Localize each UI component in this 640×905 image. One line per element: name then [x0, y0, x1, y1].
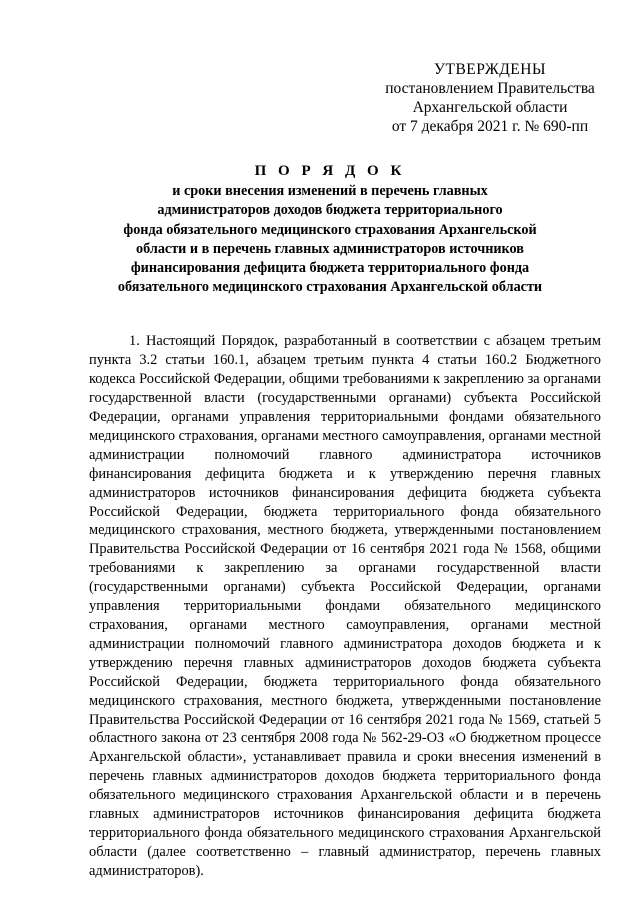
title-subline: администраторов доходов бюджета территориального — [157, 202, 503, 219]
approval-line: постановлением Правительства — [385, 80, 595, 97]
approval-date-line: от 7 декабря 2021 г. № 690-пп — [391, 118, 589, 135]
title-subline: обязательного медицинского страхования Архангельской области — [117, 279, 543, 296]
title-subline: фонда обязательного медицинского страхования Архангельской — [123, 221, 537, 238]
title-subline: и сроки внесения изменений в перечень главных — [172, 183, 488, 200]
document-title-block — [80, 162, 580, 297]
document-title: П О Р Я Д О К — [254, 163, 406, 179]
approval-heading: УТВЕРЖДЕНЫ — [434, 61, 546, 78]
body-paragraph-1: 1. Настоящий Порядок, разработанный в соответствии с абзацем третьим пункта 3.2 статьи 160.1, абзацем третьим пункта 4 статьи 160.2 Бюджетного кодекса Российской Федерации, общими требованиями к закреплению за органами государственной власти (государственными органами) субъекта Российской Федерации, органами управления территориальными фондами обязательного медицинского страхования, органами местного самоуправления, органами местной администрации полномочий главного администратора источников финансирования дефицита бюджета и к утверждению перечня главных администраторов источников финансирования дефицита бюджета субъекта Российской Федерации, бюджета территориального фонда обязательного медицинского страхования, местного бюджета, утвержденными постановлением Правительства Российской Федерации от 16 сентября 2021 года № 1568, общими требованиями к закреплению за органами государственной власти (государственными органами) субъекта Российской Федерации, органами управления территориальными фондами обязательного медицинского страхования, органами местного самоуправления, органами местной администрации полномочий главного администратора доходов бюджета и к утверждению перечня главных администраторов доходов бюджета субъекта Российской Федерации, бюджета территориального фонда обязательного медицинского страхования, местного бюджета, утвержденными постановление Правительства Российской Федерации от 16 сентября 2021 года № 1569, статьей 5 областного закона от 23 сентября 2008 года № 562-29-ОЗ «О бюджетном процессе Архангельской области», устанавливает правила и сроки внесения изменений в перечень главных администраторов доходов бюджета территориального фонда обязательного медицинского страхования Архангельской области и в перечень главных администраторов источников финансирования дефицита бюджета территориального фонда обязательного медицинского страхования Архангельской области (далее соответственно – главный администратор, перечень главных администраторов). — [89, 333, 601, 879]
approval-block — [370, 60, 610, 136]
title-subline: области и в перечень главных администраторов источников — [136, 240, 524, 257]
title-subline: финансирования дефицита бюджета территориального фонда — [130, 260, 530, 277]
approval-line: Архангельской области — [412, 99, 568, 116]
